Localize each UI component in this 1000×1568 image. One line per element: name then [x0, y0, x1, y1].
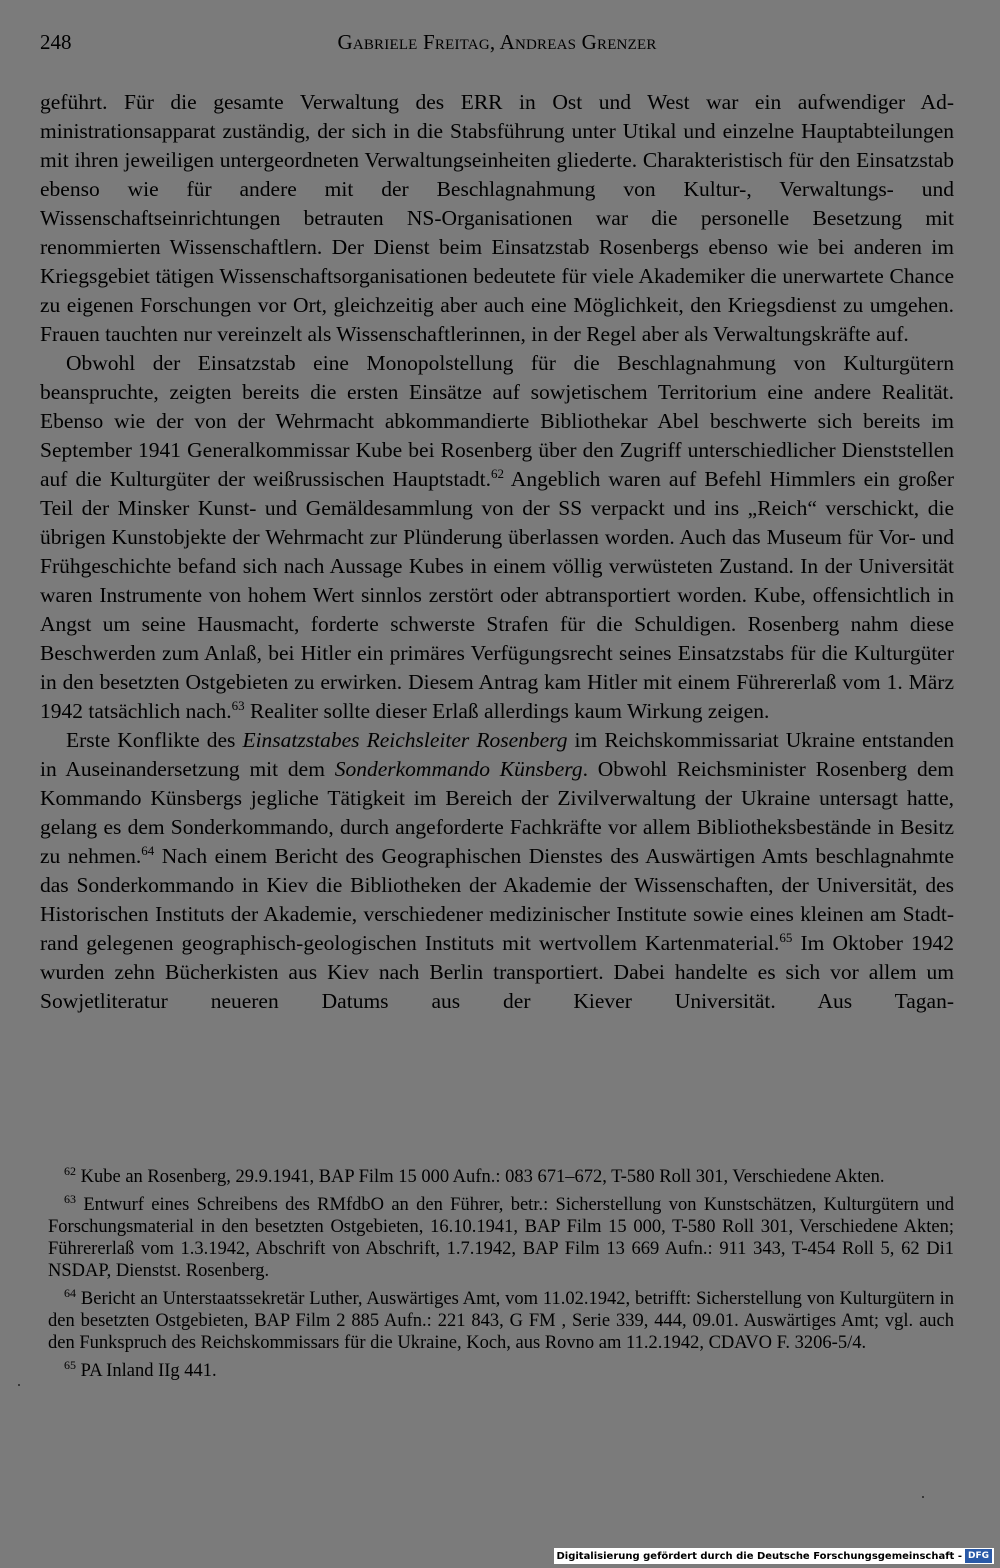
footnote-64: [48, 1285, 954, 1354]
footnote-ref-63[interactable]: 63: [231, 697, 245, 713]
scan-speck: [922, 1496, 924, 1498]
funding-note: Digitalisierung gefördert durch die Deutsche Forschungsgemeinschaft -: [556, 1550, 962, 1562]
running-head: Gabriele Freitag, Andreas Grenzer: [337, 30, 657, 54]
footnote-62: [48, 1163, 954, 1188]
footnote-65: [48, 1357, 954, 1382]
footnote-text: Entwurf eines Schreibens des RMfdbO an den Führer, betr.: Sicherstellung von Kunstschätzen, Kulturgütern und Forschungsmaterial in den besetzten Ostgebieten, 16.10.1941, BAP Film 15 000, T-580 Roll 301, Verschiedene Akten; Führererlaß vom 1.3.1942, Abschrift von Abschrift, 1.7.1942, BAP Film 13 669 Aufn.: 911 343, T-454 Roll 5, 62 Di1 NSDAP, Dienstst. Rosenberg.: [48, 1195, 954, 1281]
footnotes: [48, 1163, 954, 1388]
page-number: 248: [40, 30, 72, 54]
main-text: [40, 88, 954, 1016]
footnote-ref-62[interactable]: 62: [490, 465, 504, 481]
footnote-number: 64: [64, 1285, 76, 1300]
footnote-number: 65: [64, 1357, 76, 1372]
footnote-text: Kube an Rosenberg, 29.9.1941, BAP Film 15 000 Aufn.: 083 671–672, T-580 Roll 301, Verschiedene Akten.: [80, 1167, 885, 1187]
paragraph-1: [40, 88, 954, 349]
footnote-ref-64[interactable]: 64: [141, 842, 155, 858]
paragraph-3-text-e: Im Oktober 1942 wurden zehn Bücherkisten aus Kiev nach Berlin transportiert. Dabei handelte es sich vor allem um Sowjetliteratur neueren Datums aus der Kiever Universität. Aus Tagan-: [40, 931, 954, 1013]
footnote-text: Bericht an Unterstaatssekretär Luther, Auswärtiges Amt, vom 11.02.1942, betrifft: Sicherstellung von Kulturgütern in den besetzten Ostgebieten, BAP Film 2 885 Aufn.: 221 843, G FM , Serie 339, 444, 09.01. Auswärtiges Amt; vgl. auch den Funkspruch des Reichskommissars für die Ukraine, Koch, aus Rovno am 11.2.1942, CDAVO F. 3206-5/4.: [48, 1289, 954, 1353]
dfg-logo: DFG: [965, 1549, 992, 1563]
paragraph-3-text-b: im Reichskommissariat Ukraine entstanden in Auseinandersetzung mit dem: [40, 728, 954, 781]
paragraph-3-text-c: . Obwohl Reichsminister Rosenberg dem Kommando Künsbergs jegliche Tätigkeit im Bereich der Zivilverwaltung der Ukraine untersagt hatte, gelang es dem Sonderkommando, durch angeforderte Fachkräfte vor allem Bibliotheksbestände in Besitz zu nehmen.: [40, 757, 954, 868]
paragraph-3-emphasis-2: Sonderkommando Künsberg: [334, 757, 583, 781]
paragraph-3: [40, 726, 954, 1016]
paragraph-3-emphasis-1: Einsatzstabes Reichsleiter Rosenberg: [242, 728, 568, 752]
paragraph-3-text-d: Nach einem Bericht des Geographischen Dienstes des Auswärtigen Amts beschlagnahmte das Sonderkommando in Kiev die Bibliotheken der Akademie der Wissenschaften, der Universität, des Historischen Instituts der Akademie, verschiedener medizinischer Institute sowie eines kleinen am Stadtrand gelegenen geographisch-geologischen Instituts mit wertvollem Kartenmaterial.: [40, 844, 954, 955]
paragraph-2-text-a: Obwohl der Einsatzstab eine Monopolstellung für die Beschlagnahmung von Kulturgütern beanspruchte, zeigten bereits die ersten Einsätze auf sowjetischem Territorium eine andere Realität. Ebenso wie der von der Wehrmacht abkommandierte Bibliothekar Abel beschwerte sich bereits im September 1941 Generalkommissar Kube bei Rosenberg über den Zugriff unterschiedlicher Dienststellen auf die Kulturgüter der weißrussischen Hauptstadt.: [40, 351, 954, 491]
footnote-ref-65[interactable]: 65: [779, 929, 793, 945]
page-header: [40, 30, 954, 64]
paragraph-2: [40, 349, 954, 726]
paragraph-2-text-b: Angeblich waren auf Befehl Himmlers ein großer Teil der Minsker Kunst- und Gemäldesammlung von der SS verpackt und ins „Reich“ verschickt, die übrigen Kunstobjekte der Wehrmacht zur Plünderung überlassen worden. Auch das Museum für Vor- und Frühgeschichte befand sich nach Aussage Kubes in einem völlig verwüsteten Zustand. In der Universität waren Instrumente von hohem Wert sinnlos zerstört oder abtransportiert worden. Kube, offensichtlich in Angst um seine Hausmacht, forderte schwerste Strafen für die Schuldigen. Rosenberg nahm diese Beschwerden zum Anlaß, bei Hitler ein primäres Verfügungsrecht seines Einsatzstabs für die Kulturgüter in den besetzten Ostgebieten zu erwirken. Diesem Antrag kam Hitler mit einem Führererlaß vom 1. März 1942 tatsächlich nach.: [40, 467, 954, 723]
footnote-text: PA Inland IIg 441.: [80, 1361, 217, 1381]
paragraph-2-text-c: Realiter sollte dieser Erlaß allerdings kaum Wirkung zeigen.: [244, 699, 770, 723]
digitization-footer: [554, 1548, 994, 1564]
footnote-number: 63: [64, 1191, 76, 1206]
footnote-63: [48, 1191, 954, 1282]
paragraph-3-text-a: Erste Konflikte des: [66, 728, 243, 752]
footnote-number: 62: [64, 1163, 76, 1178]
scan-speck: [18, 1384, 20, 1386]
paragraph-1-text: geführt. Für die gesamte Verwaltung des ERR in Ost und West war ein aufwendiger Administrationsapparat zuständig, der sich in die Stabsführung unter Utikal und einzelne Hauptabteilungen mit ihren jeweiligen untergeordneten Verwaltungseinheiten gliederte. Charakteristisch für den Einsatzstab ebenso wie für andere mit der Beschlagnahmung von Kultur-, Verwaltungs- und Wissenschaftseinrichtungen betrauten NS-Organisationen war die personelle Besetzung mit renommierten Wissenschaftlern. Der Dienst beim Einsatzstab Rosenbergs ebenso wie bei anderen im Kriegsgebiet tätigen Wissenschaftsorganisationen bedeutete für viele Akademiker die unerwartete Chance zu eigenen Forschungen vor Ort, gleichzeitig aber auch eine Möglichkeit, den Kriegsdienst zu umgehen. Frauen tauchten nur vereinzelt als Wissenschaftlerinnen, in der Regel aber als Verwaltungskräfte auf.: [40, 90, 954, 346]
